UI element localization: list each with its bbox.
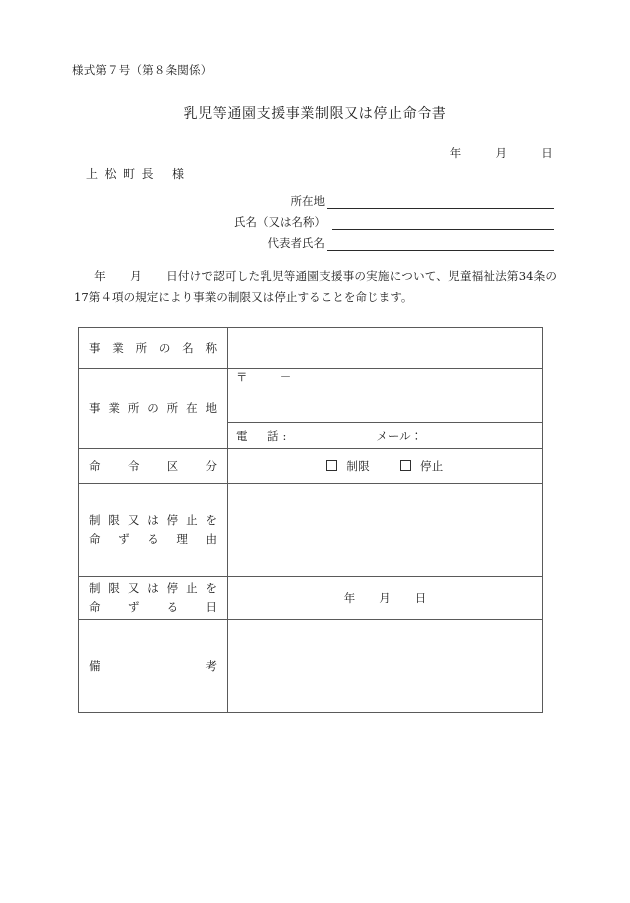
office-name-value[interactable] [228,328,543,369]
postal-dash: － [279,370,292,384]
sender-name-label: 氏名（又は名称） [234,214,326,229]
order-type-choices [236,458,534,474]
order-type-option-restrict[interactable] [326,459,370,473]
order-type-label: 命令区分 [79,449,228,484]
order-date-label-line1: 制限又は停止を [89,581,217,595]
order-date-day: 日 [414,591,427,605]
recipient-line [86,165,184,182]
issue-date-month: 月 [495,146,508,160]
sender-name-field[interactable] [332,214,554,230]
recipient-honorific: 様 [172,167,185,181]
telephone-label: 電 話: [236,428,291,443]
page-title: 乳児等通園支援事業制限又は停止命令書 [183,106,447,122]
table-row-remarks [79,620,543,713]
order-date-label [79,577,228,620]
body-text-first: 日付けで認可した乳児等通園支援事の実施について、児童福祉法第34条の [165,269,557,283]
reason-label [79,484,228,577]
office-address-value[interactable] [228,369,543,423]
table-row-office-name [79,328,543,369]
order-date-label-line2: 命ずる日 [89,600,217,614]
table-row-reason [79,484,543,577]
body-date-year: 年 [94,269,106,283]
postal-code-field[interactable] [236,370,291,384]
table-row-order-date [79,577,543,620]
sender-address-field[interactable] [327,193,554,209]
reason-label-line1: 制限又は停止を [89,513,217,527]
body-paragraph [74,266,557,308]
recipient-name: 上松町長 [86,167,161,181]
sender-address-label: 所在地 [290,193,325,208]
order-type-value [228,449,543,484]
sender-representative-row [150,230,554,251]
order-date-fields [236,590,534,606]
order-details-table [78,327,543,713]
reason-label-line2: 命ずる理由 [89,532,217,546]
issue-date-year: 年 [449,146,462,160]
order-type-option-suspend[interactable] [400,459,444,473]
remarks-value[interactable] [228,620,543,713]
body-text-second: 17第４項の規定により事業の制限又は停止することを命じます。 [74,290,413,304]
office-name-label: 事業所の名称 [79,328,228,369]
order-date-month: 月 [379,591,391,605]
sender-representative-field[interactable] [327,235,554,251]
mail-label: メール： [376,428,423,443]
sender-address-row [150,188,554,209]
checkbox-icon[interactable] [400,460,411,471]
order-type-option-suspend-label: 停止 [420,459,444,473]
remarks-label: 備考 [79,620,228,713]
checkbox-icon[interactable] [326,460,337,471]
reason-value[interactable] [228,484,543,577]
issue-date-day: 日 [541,146,553,160]
office-address-label: 事業所の所在地 [79,369,228,449]
contact-line [236,429,422,443]
table-row-order-type [79,449,543,484]
table-row-office-address [79,369,543,423]
sender-representative-label: 代表者氏名 [267,235,325,250]
sender-block [150,188,554,251]
body-date-month: 月 [129,269,142,283]
form-number: 様式第７号（第８条関係） [72,63,213,77]
order-type-option-restrict-label: 制限 [346,459,370,473]
postal-mark-icon: 〒 [236,370,248,384]
order-date-year: 年 [343,591,356,605]
sender-name-row [150,209,554,230]
order-date-value[interactable] [228,577,543,620]
office-contact-value[interactable] [228,423,543,449]
issue-date-line [450,145,553,161]
